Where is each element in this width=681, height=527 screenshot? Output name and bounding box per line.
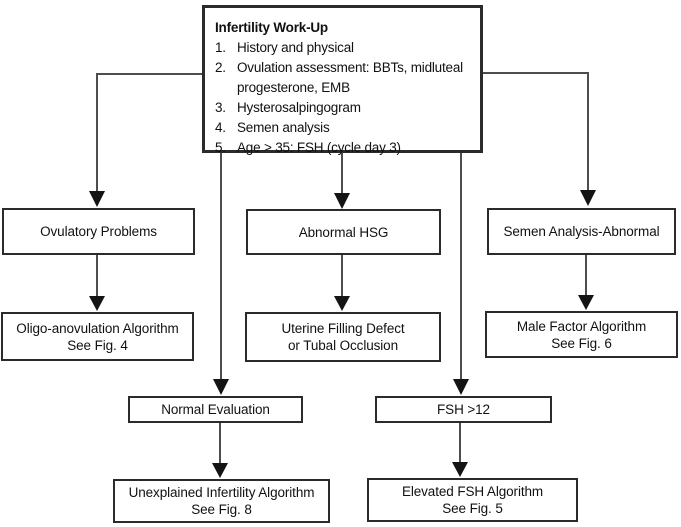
node-male-factor-algorithm [485,311,678,358]
node-infertility-workup [202,5,483,153]
workup-title: Infertility Work-Up [215,20,328,35]
node-sublabel: See Fig. 4 [67,337,128,353]
arrowhead-down-icon [580,190,596,206]
node-label: Normal Evaluation [161,402,270,417]
item-number: 5. [215,140,226,155]
node-elevated-fsh-algorithm [367,478,578,522]
node-label: Uterine Filling Defect [281,321,405,336]
node-label: Ovulatory Problems [40,224,157,239]
arrowhead-down-icon [89,191,105,207]
arrowhead-down-icon [334,296,350,311]
item-number: 4. [215,120,226,135]
item-text: Hysterosalpingogram [237,100,361,115]
connector-root-to-normal-evaluation [213,153,229,395]
node-label: Abnormal HSG [298,224,389,240]
workup-item-4 [215,118,478,138]
workup-item-5 [215,138,478,158]
node-sublabel: See Fig. 6 [551,335,612,351]
node-label: Semen Analysis-Abnormal [503,224,660,239]
item-text: Semen analysis [237,120,330,135]
connector-ovulatory-to-oligo [89,255,105,311]
item-text: Ovulation assessment: BBTs, midluteal [237,60,463,75]
arrowhead-down-icon [212,463,228,478]
node-sublabel: See Fig. 5 [442,501,503,516]
connector-fsh-to-elevated-fsh [452,423,468,477]
node-normal-evaluation [128,396,303,423]
item-number: 3. [215,100,226,115]
node-label: Unexplained Infertility Algorithm [128,485,315,500]
node-label: Male Factor Algorithm [516,318,647,334]
node-uterine-filling-defect [245,312,441,362]
node-label: Oligo-anovulation Algorithm [16,320,179,336]
connector-root-to-fsh-gt-12 [453,153,469,395]
node-ovulatory-problems [2,208,195,255]
node-unexplained-infertility-algorithm [113,479,330,523]
arrowhead-down-icon [453,379,469,395]
item-text: History and physical [237,40,354,55]
connector-root-to-abnormal-hsg [334,153,350,209]
connector-root-to-ovulatory [89,74,202,207]
item-number: 2. [215,60,226,75]
node-semen-analysis-abnormal [487,208,676,255]
node-oligo-anovulation-algorithm [1,312,194,361]
arrowhead-down-icon [578,295,594,310]
connector-semen-to-male-factor [578,255,594,310]
node-abnormal-hsg [246,209,441,255]
workup-item-2 [215,58,478,78]
node-sublabel: or Tubal Occlusion [287,338,398,353]
connector-root-to-semen [483,73,596,206]
node-label: FSH >12 [437,402,490,417]
connector-normal-evaluation-to-unexplained [212,423,228,478]
node-fsh-gt-12 [375,396,552,423]
item-text: Age > 35: FSH (cycle day 3) [237,140,401,155]
node-sublabel: See Fig. 8 [191,502,252,517]
workup-item-2-continuation: progesterone, EMB [237,80,350,95]
item-number: 1. [215,40,226,55]
node-label: Elevated FSH Algorithm [401,484,544,499]
arrowhead-down-icon [213,379,229,395]
arrowhead-down-icon [89,296,105,311]
connector-abnormal-hsg-to-uterine [334,255,350,311]
arrowhead-down-icon [452,462,468,477]
workup-item-1 [215,38,478,58]
arrowhead-down-icon [334,193,350,209]
workup-item-3 [215,98,478,118]
